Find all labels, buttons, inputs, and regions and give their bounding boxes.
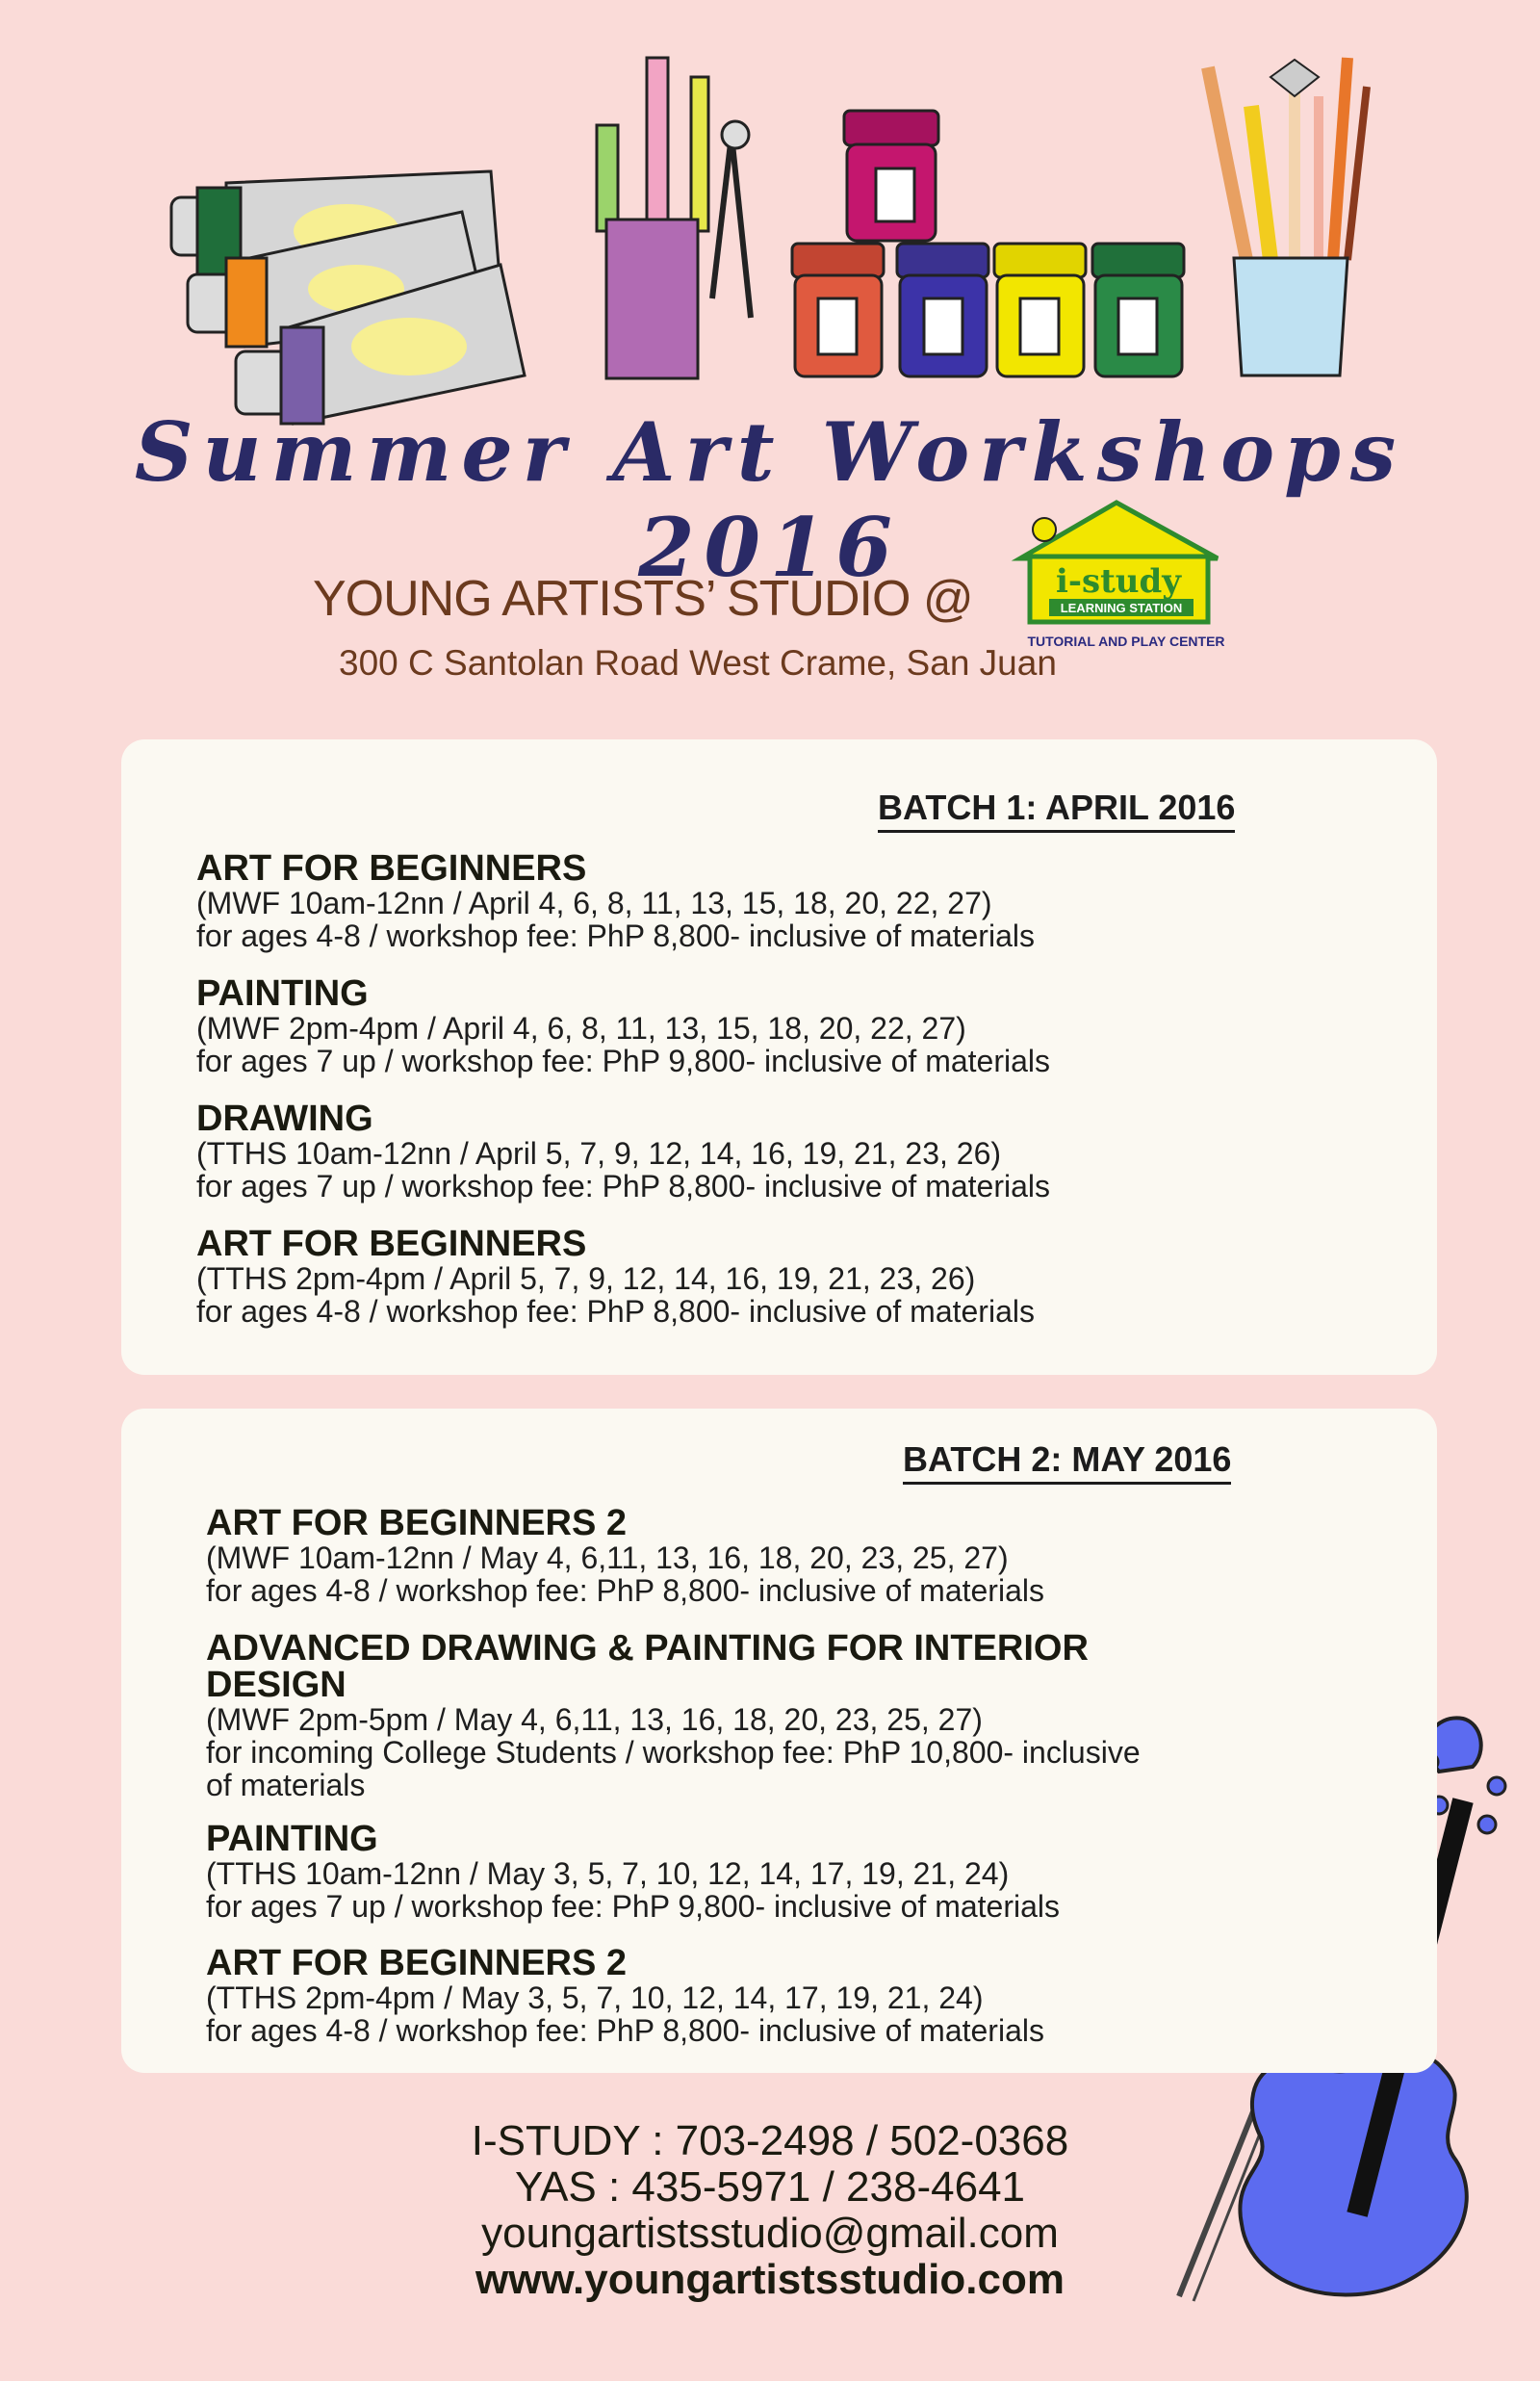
email-link[interactable]: youngartistsstudio@gmail.com <box>481 2210 1059 2257</box>
workshop-details-continued: of materials <box>206 1768 366 1802</box>
logo-subtitle: LEARNING STATION <box>1060 601 1183 615</box>
workshop-item <box>206 1945 1044 2047</box>
paint-jar-yellow-icon <box>994 244 1086 376</box>
workshop-name-continued: DESIGN <box>206 1665 346 1705</box>
paint-jar-magenta-icon <box>844 111 938 241</box>
logo-tagline: TUTORIAL AND PLAY CENTER <box>1027 634 1225 649</box>
workshop-item <box>196 975 1050 1077</box>
page-title: Summer Art Workshops 2016 <box>134 404 1406 595</box>
workshop-name: ADVANCED DRAWING & PAINTING FOR INTERIOR <box>206 1628 1089 1669</box>
pencil-cup-icon <box>597 58 751 378</box>
workshop-name: ART FOR BEGINNERS 2 <box>206 1503 628 1543</box>
batch-heading: BATCH 2: MAY 2016 <box>903 1439 1231 1485</box>
workshop-name: DRAWING <box>196 1099 373 1139</box>
workshop-item <box>196 1226 1035 1328</box>
workshop-details: for ages 7 up / workshop fee: PhP 8,800- inclusive of materials <box>196 1169 1050 1203</box>
workshop-details: for ages 7 up / workshop fee: PhP 9,800- inclusive of materials <box>196 1044 1050 1078</box>
workshop-name: ART FOR BEGINNERS 2 <box>206 1943 628 1983</box>
workshop-item <box>206 1630 1141 1801</box>
workshop-details: for ages 4-8 / workshop fee: PhP 8,800- inclusive of materials <box>206 1573 1044 1608</box>
workshop-schedule: (MWF 10am-12nn / April 4, 6, 8, 11, 13, 15, 18, 20, 22, 27) <box>196 886 992 920</box>
paint-jar-blue-icon <box>897 244 988 376</box>
workshop-name: PAINTING <box>206 1819 378 1859</box>
workshop-name: ART FOR BEGINNERS <box>196 1224 587 1264</box>
workshop-schedule: (TTHS 2pm-4pm / April 5, 7, 9, 12, 14, 16, 19, 21, 23, 26) <box>196 1261 976 1296</box>
workshop-schedule: (TTHS 10am-12nn / April 5, 7, 9, 12, 14, 16, 19, 21, 23, 26) <box>196 1136 1002 1171</box>
studio-name: YOUNG ARTISTS’ STUDIO @ <box>313 571 973 627</box>
workshop-details: for ages 4-8 / workshop fee: PhP 8,800- inclusive of materials <box>196 919 1035 953</box>
yas-phone: YAS : 435-5971 / 238-4641 <box>514 2163 1026 2211</box>
brush-cup-icon <box>1208 58 1367 375</box>
workshop-schedule: (MWF 10am-12nn / May 4, 6,11, 13, 16, 18, 20, 23, 25, 27) <box>206 1540 1009 1575</box>
contact-info <box>0 2118 1540 2303</box>
workshop-details: for ages 4-8 / workshop fee: PhP 8,800- inclusive of materials <box>206 2013 1044 2048</box>
workshop-item <box>196 1100 1050 1203</box>
batch-heading: BATCH 1: APRIL 2016 <box>878 788 1235 833</box>
batch-2-panel <box>121 1409 1437 2073</box>
paint-jar-red-icon <box>792 244 884 376</box>
istudy-phone: I-STUDY : 703-2498 / 502-0368 <box>471 2117 1069 2164</box>
workshop-details: for ages 7 up / workshop fee: PhP 9,800- inclusive of materials <box>206 1889 1060 1924</box>
paint-jar-green-icon <box>1092 244 1184 376</box>
workshop-schedule: (TTHS 2pm-4pm / May 3, 5, 7, 10, 12, 14, 17, 19, 21, 24) <box>206 1980 984 2015</box>
workshop-name: PAINTING <box>196 973 369 1014</box>
workshop-schedule: (MWF 2pm-4pm / April 4, 6, 8, 11, 13, 15, 18, 20, 22, 27) <box>196 1011 966 1046</box>
workshop-name: ART FOR BEGINNERS <box>196 848 587 889</box>
workshop-schedule: (MWF 2pm-5pm / May 4, 6,11, 13, 16, 18, 20, 23, 25, 27) <box>206 1702 983 1737</box>
workshop-details: for incoming College Students / workshop fee: PhP 10,800- inclusive <box>206 1735 1141 1770</box>
workshop-details: for ages 4-8 / workshop fee: PhP 8,800- inclusive of materials <box>196 1294 1035 1329</box>
logo-brand: i-study <box>1055 562 1182 601</box>
workshop-item <box>206 1505 1044 1607</box>
workshop-item <box>196 850 1035 952</box>
workshop-schedule: (TTHS 10am-12nn / May 3, 5, 7, 10, 12, 14, 17, 19, 21, 24) <box>206 1856 1010 1891</box>
studio-address: 300 C Santolan Road West Crame, San Juan <box>339 643 1057 683</box>
workshop-item <box>206 1821 1060 1923</box>
website-link[interactable]: www.youngartistsstudio.com <box>475 2256 1065 2303</box>
batch-1-panel <box>121 739 1437 1375</box>
